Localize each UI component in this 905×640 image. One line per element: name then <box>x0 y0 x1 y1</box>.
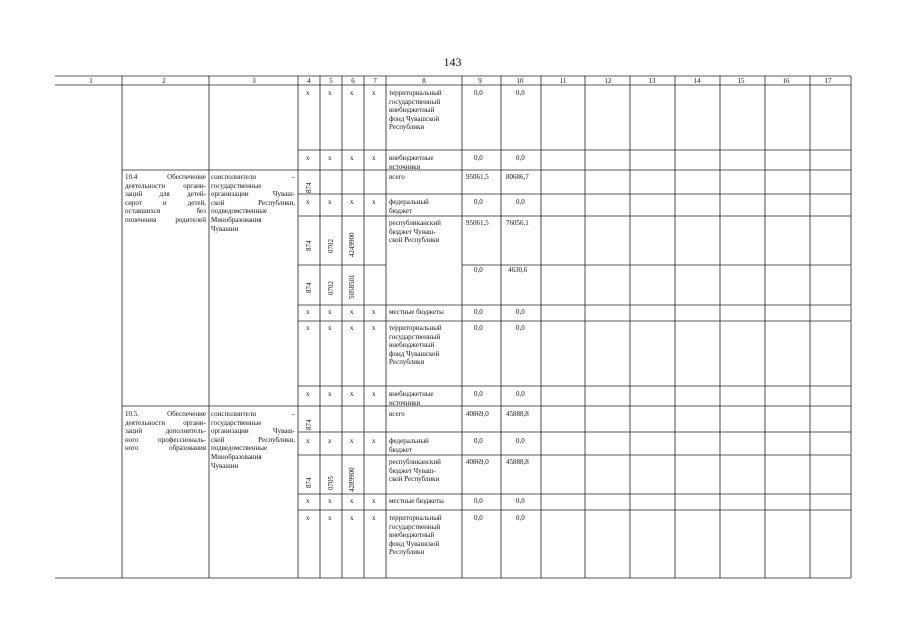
value-cell: 45888,8 <box>506 410 529 418</box>
code-csr: 4289900 <box>348 467 356 492</box>
x-mark: x <box>372 89 376 97</box>
x-mark: x <box>306 514 310 522</box>
value-cell: 0,0 <box>474 497 483 505</box>
page-number: 143 <box>443 55 462 69</box>
value-cell: 95061,5 <box>466 219 489 227</box>
code-grbs: 874 <box>305 282 313 293</box>
col-header-4: 4 <box>307 77 311 85</box>
x-mark: x <box>328 497 332 505</box>
measure-10-5-executors: соисполнители – государственные организации Чуваш- ской Республики, подведомственные Минобразования Чувашии <box>211 410 295 470</box>
x-mark: x <box>306 198 310 206</box>
x-mark: x <box>306 308 310 316</box>
x-mark: x <box>372 390 376 398</box>
code-rz: 0702 <box>327 281 335 295</box>
measure-10-4-name: 10.4 Обеспечение деятельности органи- заций для детей- сирот и детей, оставшихся без попечения родителей <box>125 173 206 224</box>
value-cell: 0,0 <box>474 390 483 398</box>
x-mark: x <box>328 324 332 332</box>
value-cell: 0,0 <box>474 308 483 316</box>
value-cell: 0,0 <box>474 198 483 206</box>
col-header-15: 15 <box>737 77 745 85</box>
code-rz: 0705 <box>327 476 335 490</box>
value-cell: 0,0 <box>516 308 525 316</box>
col-header-11: 11 <box>559 77 567 85</box>
value-cell: 0,0 <box>516 89 525 97</box>
source-label: внебюджетные источники <box>389 390 434 407</box>
col-header-2: 2 <box>162 77 166 85</box>
value-cell: 0,0 <box>516 497 525 505</box>
code-grbs: 874 <box>305 477 313 488</box>
measure-10-5-name: 10.5. Обеспечение деятельности органи- заций дополнитель- ного профессиональ- ного образования <box>125 410 206 453</box>
x-mark: x <box>306 497 310 505</box>
code-grbs: 874 <box>305 240 313 251</box>
source-label: всего <box>389 173 405 181</box>
x-mark: x <box>328 154 332 162</box>
source-label: республиканский бюджет Чуваш- ской Республики <box>389 219 441 245</box>
x-mark: x <box>372 497 376 505</box>
x-mark: x <box>372 437 376 445</box>
col-header-5: 5 <box>329 77 333 85</box>
x-mark: x <box>328 390 332 398</box>
x-mark: x <box>306 324 310 332</box>
col-header-9: 9 <box>478 77 482 85</box>
value-cell: 0,0 <box>516 324 525 332</box>
x-mark: x <box>306 89 310 97</box>
x-mark: x <box>350 198 354 206</box>
x-mark: x <box>372 154 376 162</box>
value-cell: 76056,1 <box>506 219 529 227</box>
measure-10-4-executors: соисполнители – государственные организации Чуваш- ской Республики, подведомственные Минобразования Чувашии <box>211 173 295 233</box>
x-mark: x <box>328 514 332 522</box>
value-cell: 0,0 <box>516 437 525 445</box>
value-cell: 4630,6 <box>508 266 528 274</box>
value-cell: 80686,7 <box>506 173 529 181</box>
x-mark: x <box>350 437 354 445</box>
x-mark: x <box>372 198 376 206</box>
source-label: местные бюджеты <box>389 497 444 505</box>
value-cell: 45888,8 <box>506 458 529 466</box>
col-header-7: 7 <box>373 77 377 85</box>
x-mark: x <box>350 89 354 97</box>
col-header-13: 13 <box>648 77 656 85</box>
x-mark: x <box>328 198 332 206</box>
source-label: федеральный бюджет <box>389 198 429 215</box>
value-cell: 40869,0 <box>466 458 489 466</box>
source-label: федеральный бюджет <box>389 437 429 454</box>
x-mark: x <box>350 154 354 162</box>
x-mark: x <box>328 308 332 316</box>
col-header-3: 3 <box>252 77 256 85</box>
value-cell: 0,0 <box>474 324 483 332</box>
x-mark: x <box>306 154 310 162</box>
col-header-10: 10 <box>516 77 524 85</box>
source-label: территориальный государственный внебюджетный фонд Чувашской Республики <box>389 514 442 557</box>
code-csr: 4249900 <box>348 232 356 257</box>
value-cell: 0,0 <box>474 89 483 97</box>
x-mark: x <box>306 390 310 398</box>
x-mark: x <box>328 437 332 445</box>
x-mark: x <box>350 497 354 505</box>
source-label: всего <box>389 410 405 418</box>
source-label: территориальный государственный внебюджетный фонд Чувашской Республики <box>389 324 442 367</box>
col-header-17: 17 <box>824 77 832 85</box>
col-header-12: 12 <box>604 77 612 85</box>
value-cell: 0,0 <box>474 266 483 274</box>
value-cell: 0,0 <box>474 514 483 522</box>
value-cell: 40869,0 <box>466 410 489 418</box>
x-mark: x <box>306 437 310 445</box>
source-label: республиканский бюджет Чуваш- ской Республики <box>389 458 441 484</box>
x-mark: x <box>372 308 376 316</box>
value-cell: 0,0 <box>516 154 525 162</box>
value-cell: 0,0 <box>516 514 525 522</box>
x-mark: x <box>350 324 354 332</box>
code-grbs: 874 <box>305 419 313 430</box>
code-csr: 5058501 <box>348 274 356 299</box>
x-mark: x <box>372 324 376 332</box>
x-mark: x <box>350 308 354 316</box>
source-label: внебюджетные источники <box>389 154 434 171</box>
code-grbs: 874 <box>305 182 313 193</box>
col-header-8: 8 <box>422 77 426 85</box>
x-mark: x <box>350 390 354 398</box>
code-rz: 0702 <box>327 239 335 253</box>
value-cell: 0,0 <box>516 390 525 398</box>
col-header-14: 14 <box>693 77 701 85</box>
col-header-6: 6 <box>351 77 355 85</box>
col-header-1: 1 <box>89 77 93 85</box>
source-label: местные бюджеты <box>389 308 444 316</box>
value-cell: 95061,5 <box>466 173 489 181</box>
col-header-16: 16 <box>782 77 790 85</box>
source-label: территориальный государственный внебюджетный фонд Чувашской Республики <box>389 89 442 132</box>
x-mark: x <box>328 89 332 97</box>
value-cell: 0,0 <box>474 154 483 162</box>
x-mark: x <box>372 514 376 522</box>
x-mark: x <box>350 514 354 522</box>
value-cell: 0,0 <box>474 437 483 445</box>
value-cell: 0,0 <box>516 198 525 206</box>
